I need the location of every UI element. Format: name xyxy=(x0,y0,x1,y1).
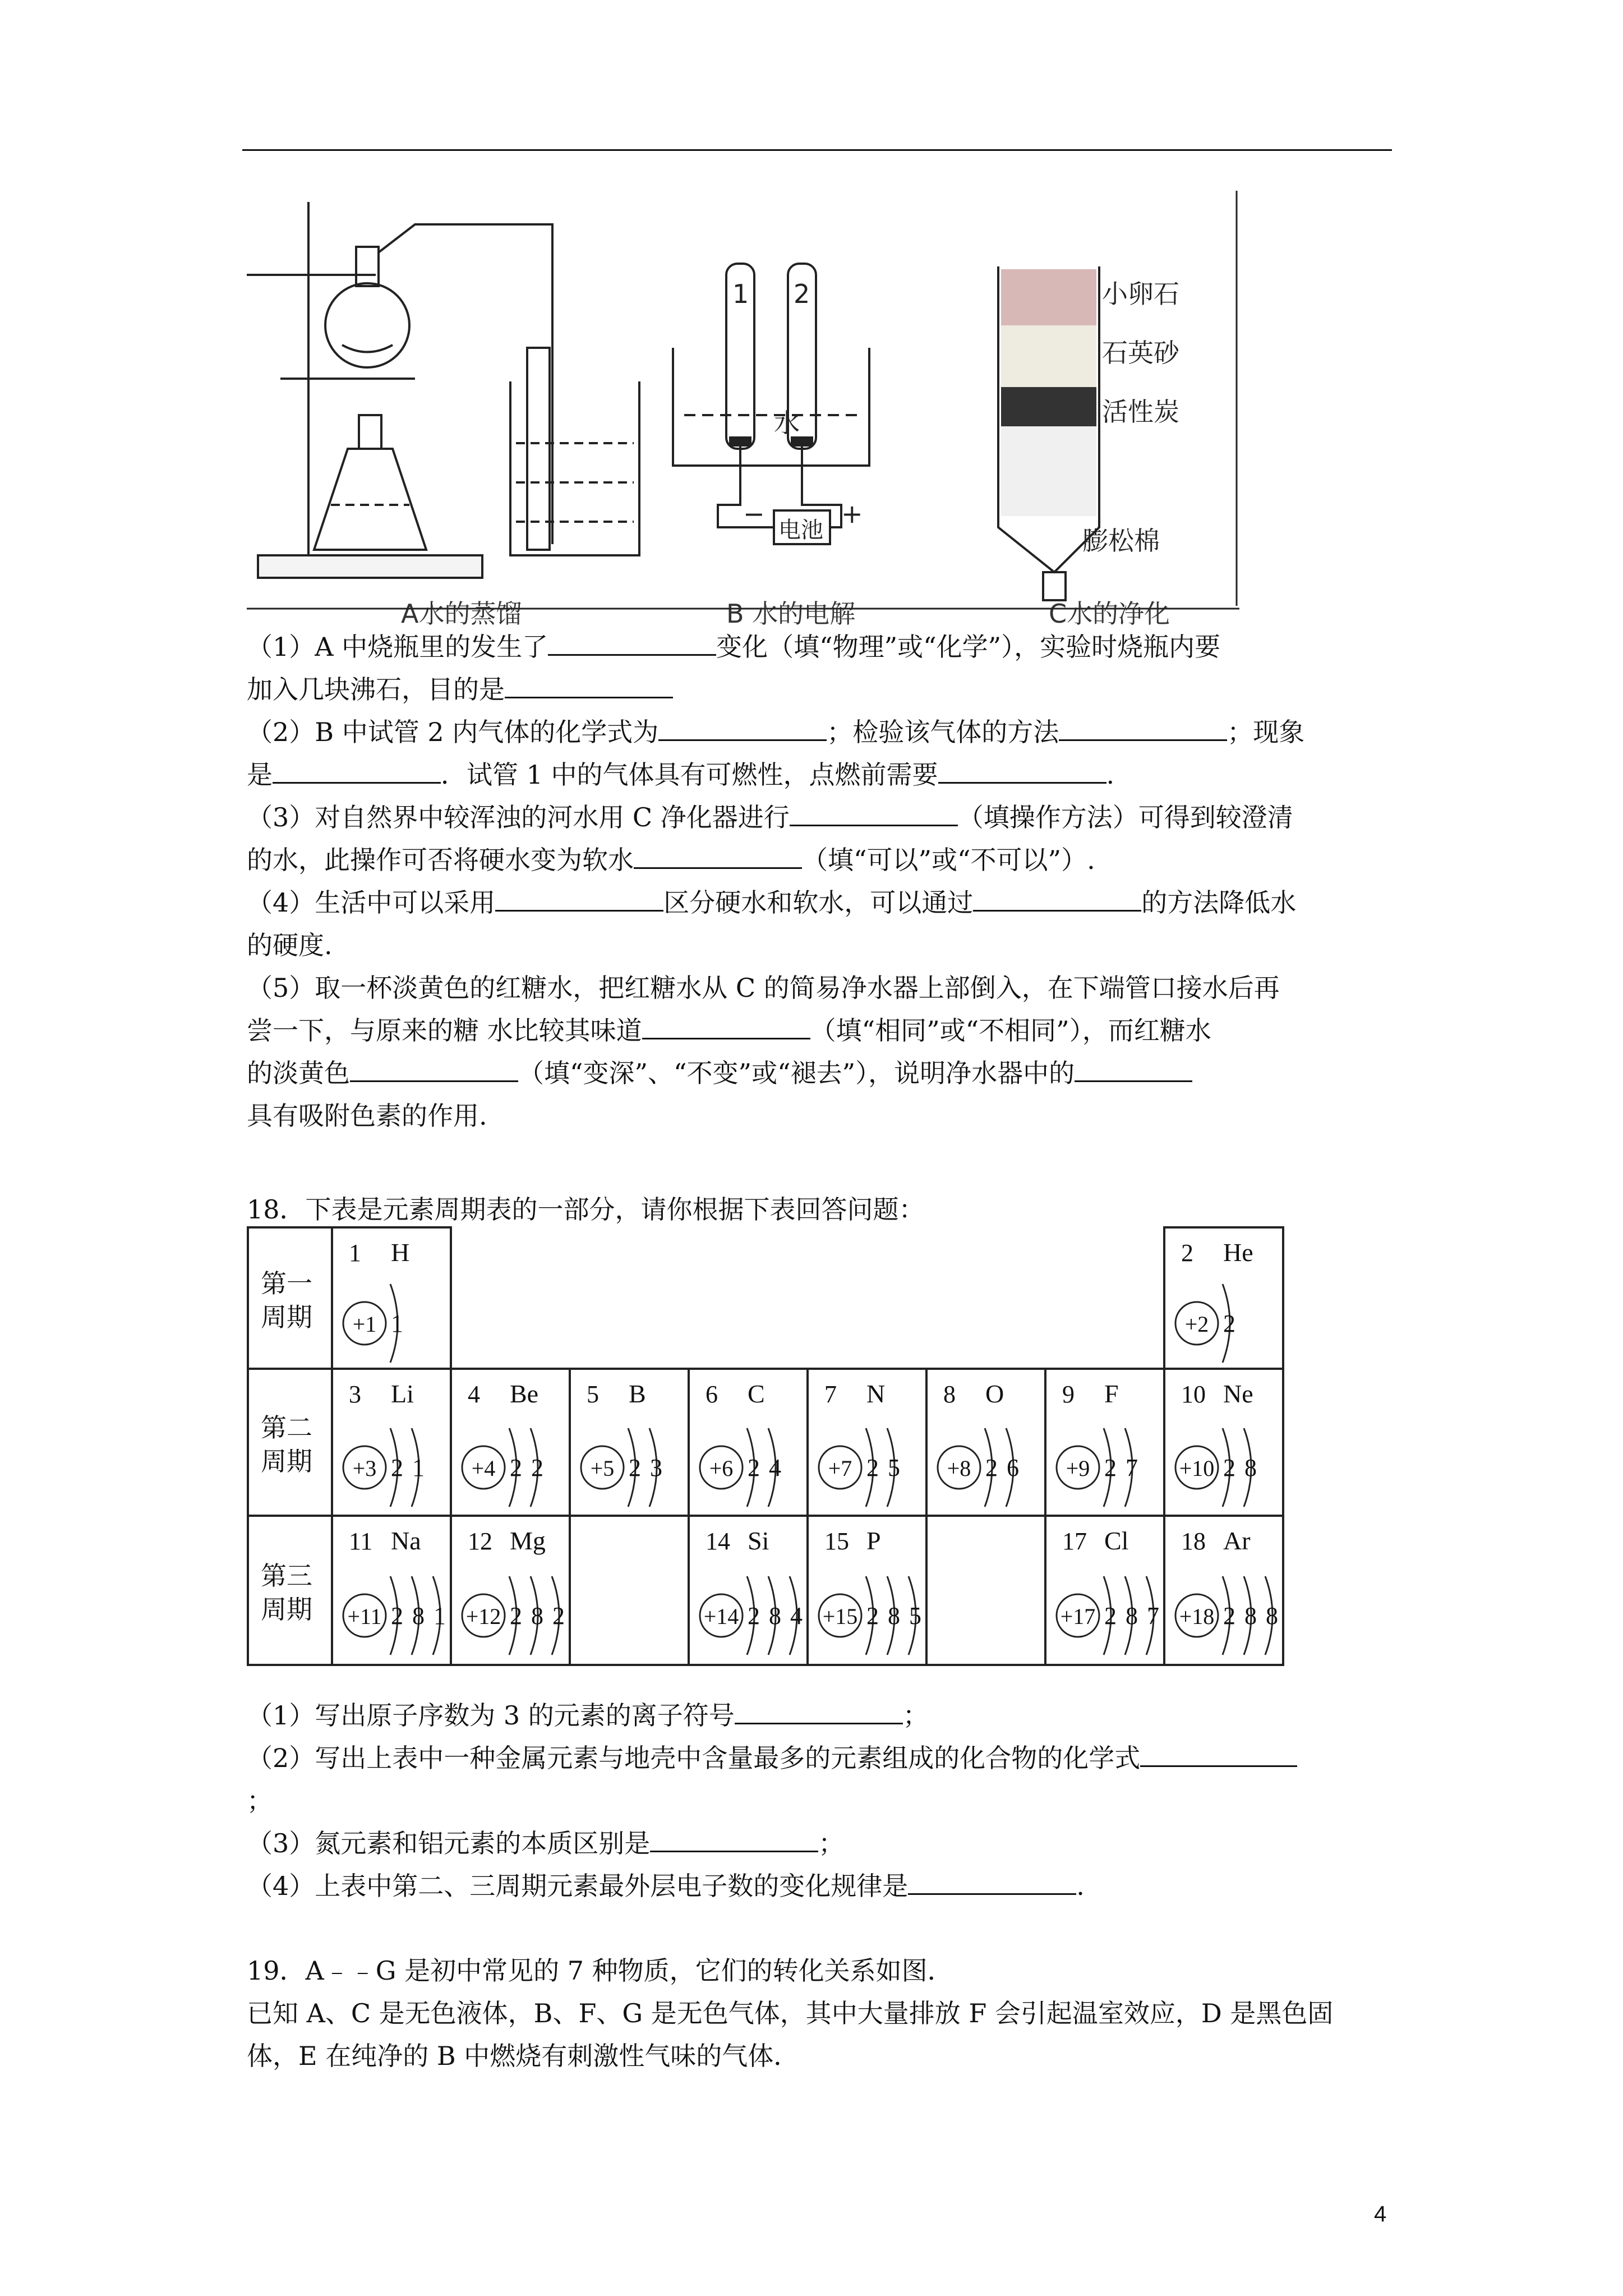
electron-count: 2 xyxy=(1223,1310,1235,1337)
caption-c: C水的净化 xyxy=(1049,599,1170,628)
answer-blank[interactable] xyxy=(650,1825,818,1852)
electron-count: 4 xyxy=(769,1454,781,1481)
nucleus-charge: +8 xyxy=(947,1456,971,1481)
element-symbol: Ne xyxy=(1223,1379,1253,1408)
period-header-text: 周期 xyxy=(261,1446,312,1476)
element-symbol: Li xyxy=(391,1379,414,1408)
atomic-number: 5 xyxy=(587,1381,599,1408)
electron-count: 4 xyxy=(790,1602,803,1630)
caption-a: A水的蒸馏 xyxy=(401,599,522,628)
atomic-number: 10 xyxy=(1181,1381,1206,1408)
q17-line: （1）A 中烧瓶里的发生了 变化（填“物理”或“化学”），实验时烧瓶内要 xyxy=(247,625,1391,668)
electron-count: 8 xyxy=(1244,1602,1257,1630)
electron-count: 3 xyxy=(650,1454,662,1481)
electron-count: 1 xyxy=(434,1602,446,1630)
atomic-number: 17 xyxy=(1062,1527,1087,1555)
question-17 xyxy=(247,625,1391,1137)
q19-line: 19．A﹣﹣G 是初中常见的 7 种物质，它们的转化关系如图． xyxy=(247,1955,953,1986)
electron-count: 8 xyxy=(769,1602,781,1630)
tube-2-label: 2 xyxy=(794,279,810,309)
answer-blank[interactable] xyxy=(790,799,958,826)
experiment-figure xyxy=(247,191,1239,628)
element-symbol: Ar xyxy=(1223,1526,1251,1555)
nucleus-charge: +4 xyxy=(471,1456,496,1481)
answer-blank[interactable] xyxy=(908,1867,1076,1895)
electron-count: 2 xyxy=(1104,1602,1117,1630)
header-rule xyxy=(242,149,1392,151)
electron-count: 2 xyxy=(866,1454,879,1481)
electron-count: 2 xyxy=(510,1454,522,1481)
nucleus-charge: +7 xyxy=(828,1456,852,1481)
battery-plus: + xyxy=(841,499,863,529)
atomic-number: 18 xyxy=(1181,1527,1206,1555)
element-symbol: Si xyxy=(748,1526,769,1555)
nucleus-charge: +10 xyxy=(1179,1456,1215,1481)
q17-line: 是 ．试管 1 中的气体具有可燃性，点燃前需要 . xyxy=(247,753,1391,796)
nucleus-charge: +5 xyxy=(590,1456,615,1481)
q17-line: 尝一下，与原来的糖 水比较其味道 （填“相同”或“不相同”），而红糖水 xyxy=(247,1009,1391,1052)
answer-blank[interactable] xyxy=(735,1697,903,1724)
atomic-number: 9 xyxy=(1062,1381,1075,1408)
layer-quartz-sand: 石英砂 xyxy=(1102,338,1179,368)
question-18 xyxy=(247,1694,1391,1907)
answer-blank[interactable] xyxy=(495,884,663,912)
period-header-text: 第二 xyxy=(261,1412,312,1443)
answer-blank[interactable] xyxy=(1059,714,1227,741)
apparatus-diagram xyxy=(247,191,1239,628)
q18-line: （2）写出上表中一种金属元素与地壳中含量最多的元素组成的化合物的化学式 xyxy=(247,1737,1391,1779)
atomic-number: 11 xyxy=(349,1527,373,1555)
period-header-text: 周期 xyxy=(261,1594,312,1625)
electron-count: 8 xyxy=(412,1602,425,1630)
element-symbol: He xyxy=(1223,1238,1253,1267)
nucleus-charge: +3 xyxy=(352,1456,377,1481)
nucleus-charge: +12 xyxy=(465,1604,501,1629)
electron-count: 2 xyxy=(1223,1602,1235,1630)
nucleus-charge: +14 xyxy=(703,1604,739,1629)
electron-count: 8 xyxy=(1126,1602,1138,1630)
electron-count: 2 xyxy=(748,1602,760,1630)
q17-line: （5）取一杯淡黄色的红糖水，把红糖水从 C 的简易净水器上部倒入，在下端管口接水后再 xyxy=(247,973,1280,1003)
nucleus-charge: +6 xyxy=(709,1456,734,1481)
question-19 xyxy=(247,1949,1391,2077)
nucleus-charge: +17 xyxy=(1060,1604,1096,1629)
answer-blank[interactable] xyxy=(938,756,1106,784)
battery-label: 电池 xyxy=(778,517,823,543)
q17-line: 的硬度. xyxy=(247,930,333,960)
q17-line: 的淡黄色 （填“变深”、“不变”或“褪去”），说明净水器中的 xyxy=(247,1052,1391,1094)
period-header-text: 周期 xyxy=(261,1302,312,1332)
atomic-number: 8 xyxy=(943,1381,956,1408)
nucleus-charge: +9 xyxy=(1066,1456,1090,1481)
electron-count: 5 xyxy=(909,1602,921,1630)
answer-blank[interactable] xyxy=(634,841,802,869)
caption-b: B 水的电解 xyxy=(726,599,856,628)
layer-activated-carbon: 活性炭 xyxy=(1102,397,1179,427)
electron-count: 8 xyxy=(531,1602,543,1630)
period-header-text: 第一 xyxy=(261,1268,312,1299)
layer-pebbles: 小卵石 xyxy=(1102,279,1179,309)
electron-count: 2 xyxy=(391,1602,403,1630)
electron-count: 2 xyxy=(866,1602,879,1630)
nucleus-charge: +18 xyxy=(1179,1604,1215,1629)
atomic-number: 14 xyxy=(706,1527,730,1555)
element-symbol: Be xyxy=(510,1379,539,1408)
q18-line: ； xyxy=(247,1786,273,1816)
electron-count: 8 xyxy=(1266,1602,1278,1630)
electron-count: 2 xyxy=(552,1602,565,1630)
answer-blank[interactable] xyxy=(505,671,673,698)
answer-blank[interactable] xyxy=(350,1055,518,1082)
electron-count: 6 xyxy=(1007,1454,1019,1481)
atomic-number: 4 xyxy=(468,1381,480,1408)
atomic-number: 7 xyxy=(824,1381,837,1408)
electron-count: 8 xyxy=(1244,1454,1257,1481)
atomic-number: 1 xyxy=(349,1239,361,1267)
q19-line: 已知 A、C 是无色液体，B、F、G 是无色气体，其中大量排放 F 会引起温室效应，D 是黑色固 xyxy=(247,1998,1334,2028)
layer-cotton: 膨松棉 xyxy=(1082,526,1160,556)
q18-line: （4）上表中第二、三周期元素最外层电子数的变化规律是 . xyxy=(247,1865,1391,1907)
electron-count: 2 xyxy=(629,1454,641,1481)
answer-blank[interactable] xyxy=(1140,1740,1297,1767)
q17-line: 的水，此操作可否将硬水变为软水 （填“可以”或“不可以”）. xyxy=(247,839,1391,881)
q17-line: （2）B 中试管 2 内气体的化学式为 ；检验该气体的方法 ；现象 xyxy=(247,711,1391,753)
periodic-table xyxy=(247,1222,1284,1678)
electron-count: 5 xyxy=(888,1454,900,1481)
battery-minus: − xyxy=(743,499,765,529)
atomic-number: 15 xyxy=(824,1527,849,1555)
distillation-apparatus xyxy=(247,202,639,578)
q17-line: （4）生活中可以采用 区分硬水和软水，可以通过 的方法降低水 xyxy=(247,881,1391,924)
electron-count: 2 xyxy=(391,1454,403,1481)
atomic-number: 12 xyxy=(468,1527,492,1555)
q18-line: （1）写出原子序数为 3 的元素的离子符号 ； xyxy=(247,1694,1391,1737)
element-symbol: H xyxy=(391,1238,410,1267)
electron-count: 2 xyxy=(1104,1454,1117,1481)
q19-line: 体，E 在纯净的 B 中燃烧有刺激性气味的气体． xyxy=(247,2041,800,2071)
q17-line: 加入几块沸石，目的是 xyxy=(247,668,1391,711)
electron-count: 2 xyxy=(1223,1454,1235,1481)
q18-line: （3）氮元素和铝元素的本质区别是 ； xyxy=(247,1822,1391,1865)
nucleus-charge: +15 xyxy=(822,1604,858,1629)
tube-1-label: 1 xyxy=(732,279,749,309)
electron-count: 1 xyxy=(391,1310,403,1337)
electron-count: 2 xyxy=(510,1602,522,1630)
nucleus-charge: +2 xyxy=(1184,1312,1209,1337)
electron-count: 2 xyxy=(748,1454,760,1481)
electron-count: 2 xyxy=(531,1454,543,1481)
nucleus-charge: +11 xyxy=(347,1604,382,1629)
atomic-number: 2 xyxy=(1181,1239,1193,1267)
answer-blank[interactable] xyxy=(1075,1055,1192,1082)
atomic-number: 3 xyxy=(349,1381,361,1408)
electron-count: 2 xyxy=(985,1454,998,1481)
answer-blank[interactable] xyxy=(973,884,1141,912)
element-symbol: Mg xyxy=(510,1526,546,1555)
page-number: 4 xyxy=(1374,2202,1387,2226)
element-symbol: B xyxy=(629,1379,646,1408)
q17-line: （3）对自然界中较浑浊的河水用 C 净化器进行 （填操作方法）可得到较澄清 xyxy=(247,796,1391,839)
element-symbol: F xyxy=(1104,1379,1119,1408)
element-symbol: N xyxy=(866,1379,886,1408)
answer-blank[interactable] xyxy=(658,714,827,741)
period-header-text: 第三 xyxy=(261,1561,312,1591)
atomic-number: 6 xyxy=(706,1381,718,1408)
element-symbol: Cl xyxy=(1104,1526,1129,1555)
answer-blank[interactable] xyxy=(548,628,716,656)
electron-count: 7 xyxy=(1147,1602,1159,1630)
electron-count: 8 xyxy=(888,1602,900,1630)
element-symbol: C xyxy=(748,1379,765,1408)
element-symbol: O xyxy=(985,1379,1004,1408)
q17-line: 具有吸附色素的作用. xyxy=(247,1101,487,1131)
answer-blank[interactable] xyxy=(273,756,441,784)
electron-count: 1 xyxy=(412,1454,425,1481)
electrolysis-apparatus xyxy=(673,264,869,544)
element-symbol: Na xyxy=(391,1526,421,1555)
nucleus-charge: +1 xyxy=(352,1312,377,1337)
element-symbol: P xyxy=(866,1526,881,1555)
q18-title: 18．下表是元素周期表的一部分，请你根据下表回答问题： xyxy=(247,1194,925,1225)
periodic-table-grid xyxy=(247,1222,1284,1678)
answer-blank[interactable] xyxy=(642,1012,810,1039)
electron-count: 7 xyxy=(1126,1454,1138,1481)
water-label: 水 xyxy=(774,408,800,438)
